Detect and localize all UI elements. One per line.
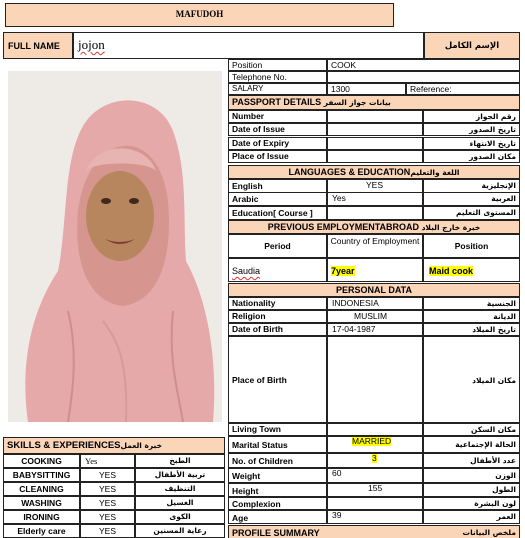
skill-row-label-ar: الطبخ (135, 454, 225, 468)
skills-title: SKILLS & EXPERIENCES (7, 440, 121, 451)
candidate-photo (8, 71, 222, 422)
religion-label-ar: الديانة (423, 310, 520, 323)
skill-row-label-ar: تربية الأطفال (135, 468, 225, 482)
marital-label: Marital Status (228, 436, 327, 453)
language-row-value (327, 206, 423, 220)
weight-label: Weight (228, 468, 327, 483)
living-town-label: Living Town (228, 423, 327, 436)
passport-row-value (327, 137, 423, 150)
full-name-label-ar: الإسم الكامل (424, 32, 520, 59)
passport-row-label-ar: تاريخ الانتهاء (423, 137, 520, 150)
language-row-value: Yes (327, 192, 423, 206)
passport-row-label: Date of Expiry (228, 137, 327, 150)
height-value: 155 (327, 483, 423, 497)
language-row-label: Arabic (228, 192, 327, 206)
skill-row-label: WASHING (3, 496, 80, 510)
position-label: Position (228, 59, 327, 71)
religion-value: MUSLIM (327, 310, 423, 323)
passport-row-value (327, 123, 423, 136)
employment-section-header (228, 220, 520, 234)
nationality-label: Nationality (228, 297, 327, 310)
dob-label: Date of Birth (228, 323, 327, 336)
passport-row-label: Place of Issue (228, 150, 327, 163)
passport-section-header (228, 95, 520, 110)
language-row-value: YES (327, 179, 423, 193)
employment-country-text: Saudia (232, 266, 261, 276)
full-name-text: jojon (78, 37, 105, 52)
skills-section-header (3, 437, 225, 454)
skill-row-value: YES (80, 510, 135, 524)
children-label: No. of Children (228, 453, 327, 468)
passport-title: PASSPORT DETAILS (232, 97, 322, 107)
reference-label: Reference: (406, 83, 520, 95)
language-row-label: English (228, 179, 327, 193)
full-name-label: FULL NAME (3, 32, 73, 59)
children-value-text: 3 (372, 453, 377, 463)
passport-row-label-ar: مكان الصدور (423, 150, 520, 163)
candidate-name-header: MAFUDOH (5, 3, 394, 27)
language-row-label-ar: العربية (423, 192, 520, 206)
full-name-value (73, 32, 424, 59)
marital-value (327, 436, 423, 453)
pob-label: Place of Birth (228, 336, 327, 423)
skill-row-label: IRONING (3, 510, 80, 524)
dob-label-ar: تاريخ الميلاد (423, 323, 520, 336)
profile-title: PROFILE SUMMARY (232, 528, 320, 538)
skill-row-label: BABYSITTING (3, 468, 80, 482)
weight-value: 60 (327, 468, 423, 483)
skill-row-value: YES (80, 468, 135, 482)
passport-title-ar: بيانات جواز السفر (323, 98, 391, 107)
skills-title-ar: خبرة العمل (120, 441, 163, 450)
complexion-label-ar: لون البشرة (423, 497, 520, 510)
employment-row-country (228, 258, 327, 282)
skill-row-label: CLEANING (3, 482, 80, 496)
languages-title-ar: اللغة والتعليم (410, 168, 460, 177)
employment-period-text: 7year (331, 266, 355, 276)
religion-label: Religion (228, 310, 327, 323)
age-label-ar: العمر (423, 510, 520, 524)
children-value (327, 453, 423, 468)
skill-row-label-ar: الغسيل (135, 496, 225, 510)
passport-row-value (327, 150, 423, 163)
passport-row-label-ar: رقم الجواز (423, 110, 520, 123)
candidate-photo-image (8, 71, 222, 422)
employment-title-ar: خبرة خارج البلاد (421, 223, 481, 232)
personal-section-header: PERSONAL DATA (228, 283, 520, 297)
salary-label: SALARY (228, 83, 327, 95)
profile-title-ar: ملخص البيانات (462, 528, 516, 537)
skill-row-value: YES (80, 482, 135, 496)
nationality-label-ar: الجنسية (423, 297, 520, 310)
complexion-label: Complexion (228, 497, 327, 510)
skill-row-value: YES (80, 524, 135, 538)
passport-row-label: Date of Issue (228, 123, 327, 136)
telephone-label: Telephone No. (228, 71, 327, 83)
skill-row-label-ar: الكوى (135, 510, 225, 524)
children-label-ar: عدد الأطفال (423, 453, 520, 468)
living-town-label-ar: مكان السكن (423, 423, 520, 436)
passport-row-label-ar: تاريخ الصدور (423, 123, 520, 136)
pob-label-ar: مكان الميلاد (423, 336, 520, 423)
employment-position-text: Maid cook (429, 266, 474, 276)
skill-row-label: COOKING (3, 454, 80, 468)
languages-title: LANGUAGES & EDUCATION (288, 167, 411, 177)
age-value: 39 (327, 510, 423, 524)
passport-row-label: Number (228, 110, 327, 123)
skill-row-value: Yes (80, 454, 135, 468)
skill-row-label: Elderly care (3, 524, 80, 538)
employment-col-position: Position (423, 234, 520, 258)
marital-value-text: MARRIED (352, 436, 392, 446)
weight-label-ar: الوزن (423, 468, 520, 483)
telephone-value (327, 71, 520, 83)
height-label: Height (228, 483, 327, 497)
passport-row-value (327, 110, 423, 123)
marital-label-ar: الحالة الإجتماعية (423, 436, 520, 453)
skill-row-label-ar: رعاية المسنين (135, 524, 225, 538)
language-row-label: Education[ Course ] (228, 206, 327, 220)
skill-row-label-ar: التنظيف (135, 482, 225, 496)
complexion-value (327, 497, 423, 510)
salary-value: 1300 (327, 83, 406, 95)
pob-value (327, 336, 423, 423)
languages-section-header (228, 165, 520, 179)
language-row-label-ar: الإنجليزية (423, 179, 520, 193)
employment-col-country: Country of Employment (327, 234, 423, 258)
dob-value: 17-04-1987 (327, 323, 423, 336)
nationality-value: INDONESIA (327, 297, 423, 310)
living-town-value (327, 423, 423, 436)
profile-section-header (228, 525, 520, 538)
employment-col-period: Period (228, 234, 327, 258)
employment-title: PREVIOUS EMPLOYMENTABROAD (267, 222, 420, 232)
language-row-label-ar: المستوى التعليم (423, 206, 520, 220)
age-label: Age (228, 510, 327, 524)
employment-row-position (423, 258, 520, 282)
skill-row-value: YES (80, 496, 135, 510)
position-value: COOK (327, 59, 520, 71)
height-label-ar: الطول (423, 483, 520, 497)
employment-row-period (327, 258, 423, 282)
